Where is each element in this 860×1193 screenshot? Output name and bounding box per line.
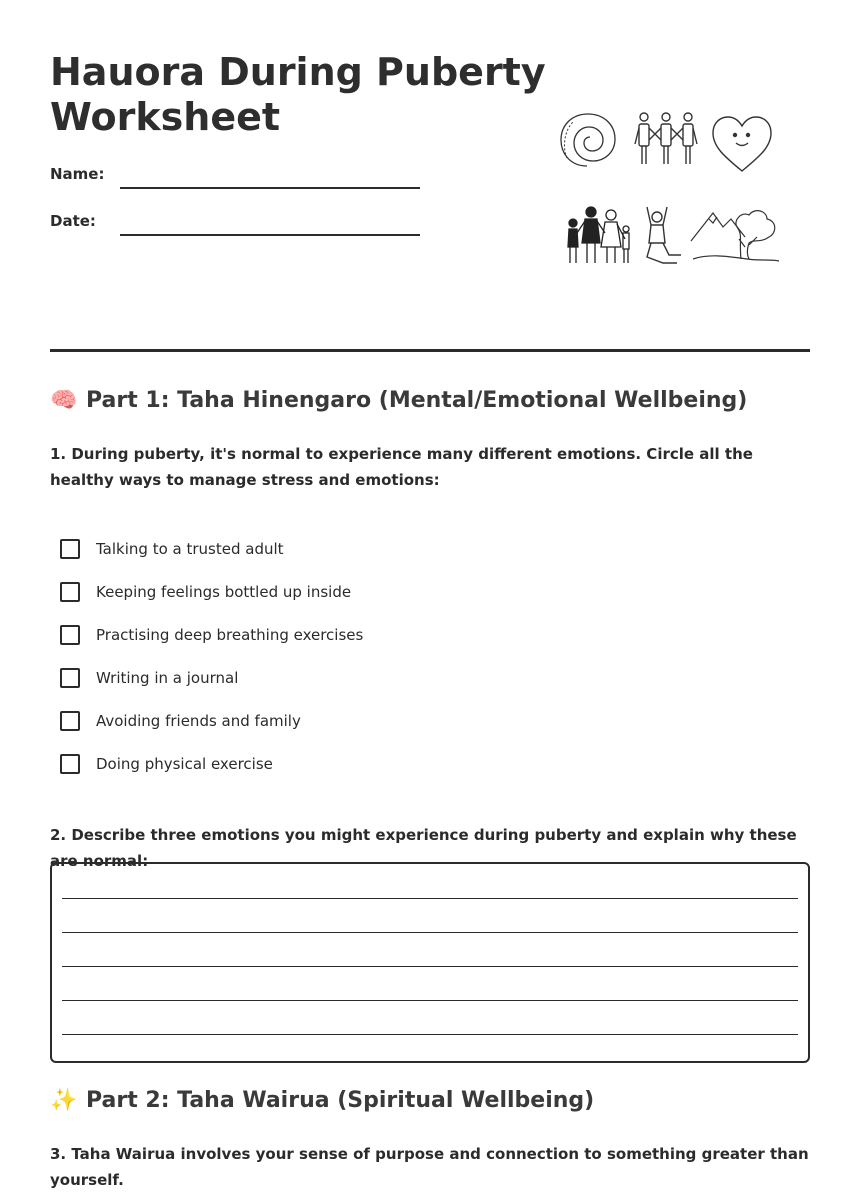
answer-box[interactable] <box>50 862 810 1063</box>
option-4[interactable] <box>60 666 238 690</box>
part2-heading-text: Part 2: Taha Wairua (Spiritual Wellbeing) <box>86 1088 595 1113</box>
title-line-2: Worksheet <box>50 95 281 139</box>
hauora-icons <box>555 105 785 275</box>
answer-line[interactable] <box>62 1000 798 1001</box>
question-3: 3. Taha Wairua involves your sense of purpose and connection to something greater than yourself. <box>50 1145 809 1189</box>
option-6[interactable] <box>60 752 273 776</box>
answer-line[interactable] <box>62 1034 798 1035</box>
sparkles-icon: ✨ <box>50 1088 78 1113</box>
checkbox[interactable] <box>60 711 80 731</box>
answer-line[interactable] <box>62 932 798 933</box>
people-holding-hands-icon <box>633 110 699 168</box>
checkbox[interactable] <box>60 582 80 602</box>
option-label: Keeping feelings bottled up inside <box>96 583 352 601</box>
option-5[interactable] <box>60 709 301 733</box>
part2-heading <box>50 1088 594 1113</box>
option-label: Avoiding friends and family <box>96 712 301 730</box>
answer-line[interactable] <box>62 898 798 899</box>
name-label: Name: <box>50 165 105 183</box>
question-2: 2. Describe three emotions you might experience during puberty and explain why these are normal: <box>50 826 797 870</box>
checkbox[interactable] <box>60 539 80 559</box>
smiling-heart-icon <box>711 115 773 173</box>
option-3[interactable] <box>60 623 363 647</box>
question-1: 1. During puberty, it's normal to experience many different emotions. Circle all the healthy ways to manage stress and emotions: <box>50 445 753 489</box>
mountain-tree-landscape-icon <box>691 207 781 265</box>
checkbox[interactable] <box>60 668 80 688</box>
koru-spiral-icon <box>557 110 619 172</box>
option-label: Practising deep breathing exercises <box>96 626 364 644</box>
title-line-1: Hauora During Puberty <box>50 50 546 94</box>
brain-icon: 🧠 <box>50 388 78 413</box>
date-label: Date: <box>50 212 96 230</box>
checkbox[interactable] <box>60 754 80 774</box>
option-2[interactable] <box>60 580 351 604</box>
option-1[interactable] <box>60 537 284 561</box>
part1-heading-text: Part 1: Taha Hinengaro (Mental/Emotional Wellbeing) <box>86 388 748 413</box>
name-field[interactable] <box>120 187 420 189</box>
worksheet-title <box>50 50 546 140</box>
option-label: Talking to a trusted adult <box>96 540 284 558</box>
checkbox[interactable] <box>60 625 80 645</box>
family-group-icon <box>563 205 633 267</box>
answer-line[interactable] <box>62 966 798 967</box>
date-field[interactable] <box>120 234 420 236</box>
part1-heading <box>50 388 747 413</box>
section-divider <box>50 349 810 352</box>
option-label: Doing physical exercise <box>96 755 273 773</box>
option-label: Writing in a journal <box>96 669 239 687</box>
kneeling-raised-arms-person-icon <box>637 205 685 267</box>
